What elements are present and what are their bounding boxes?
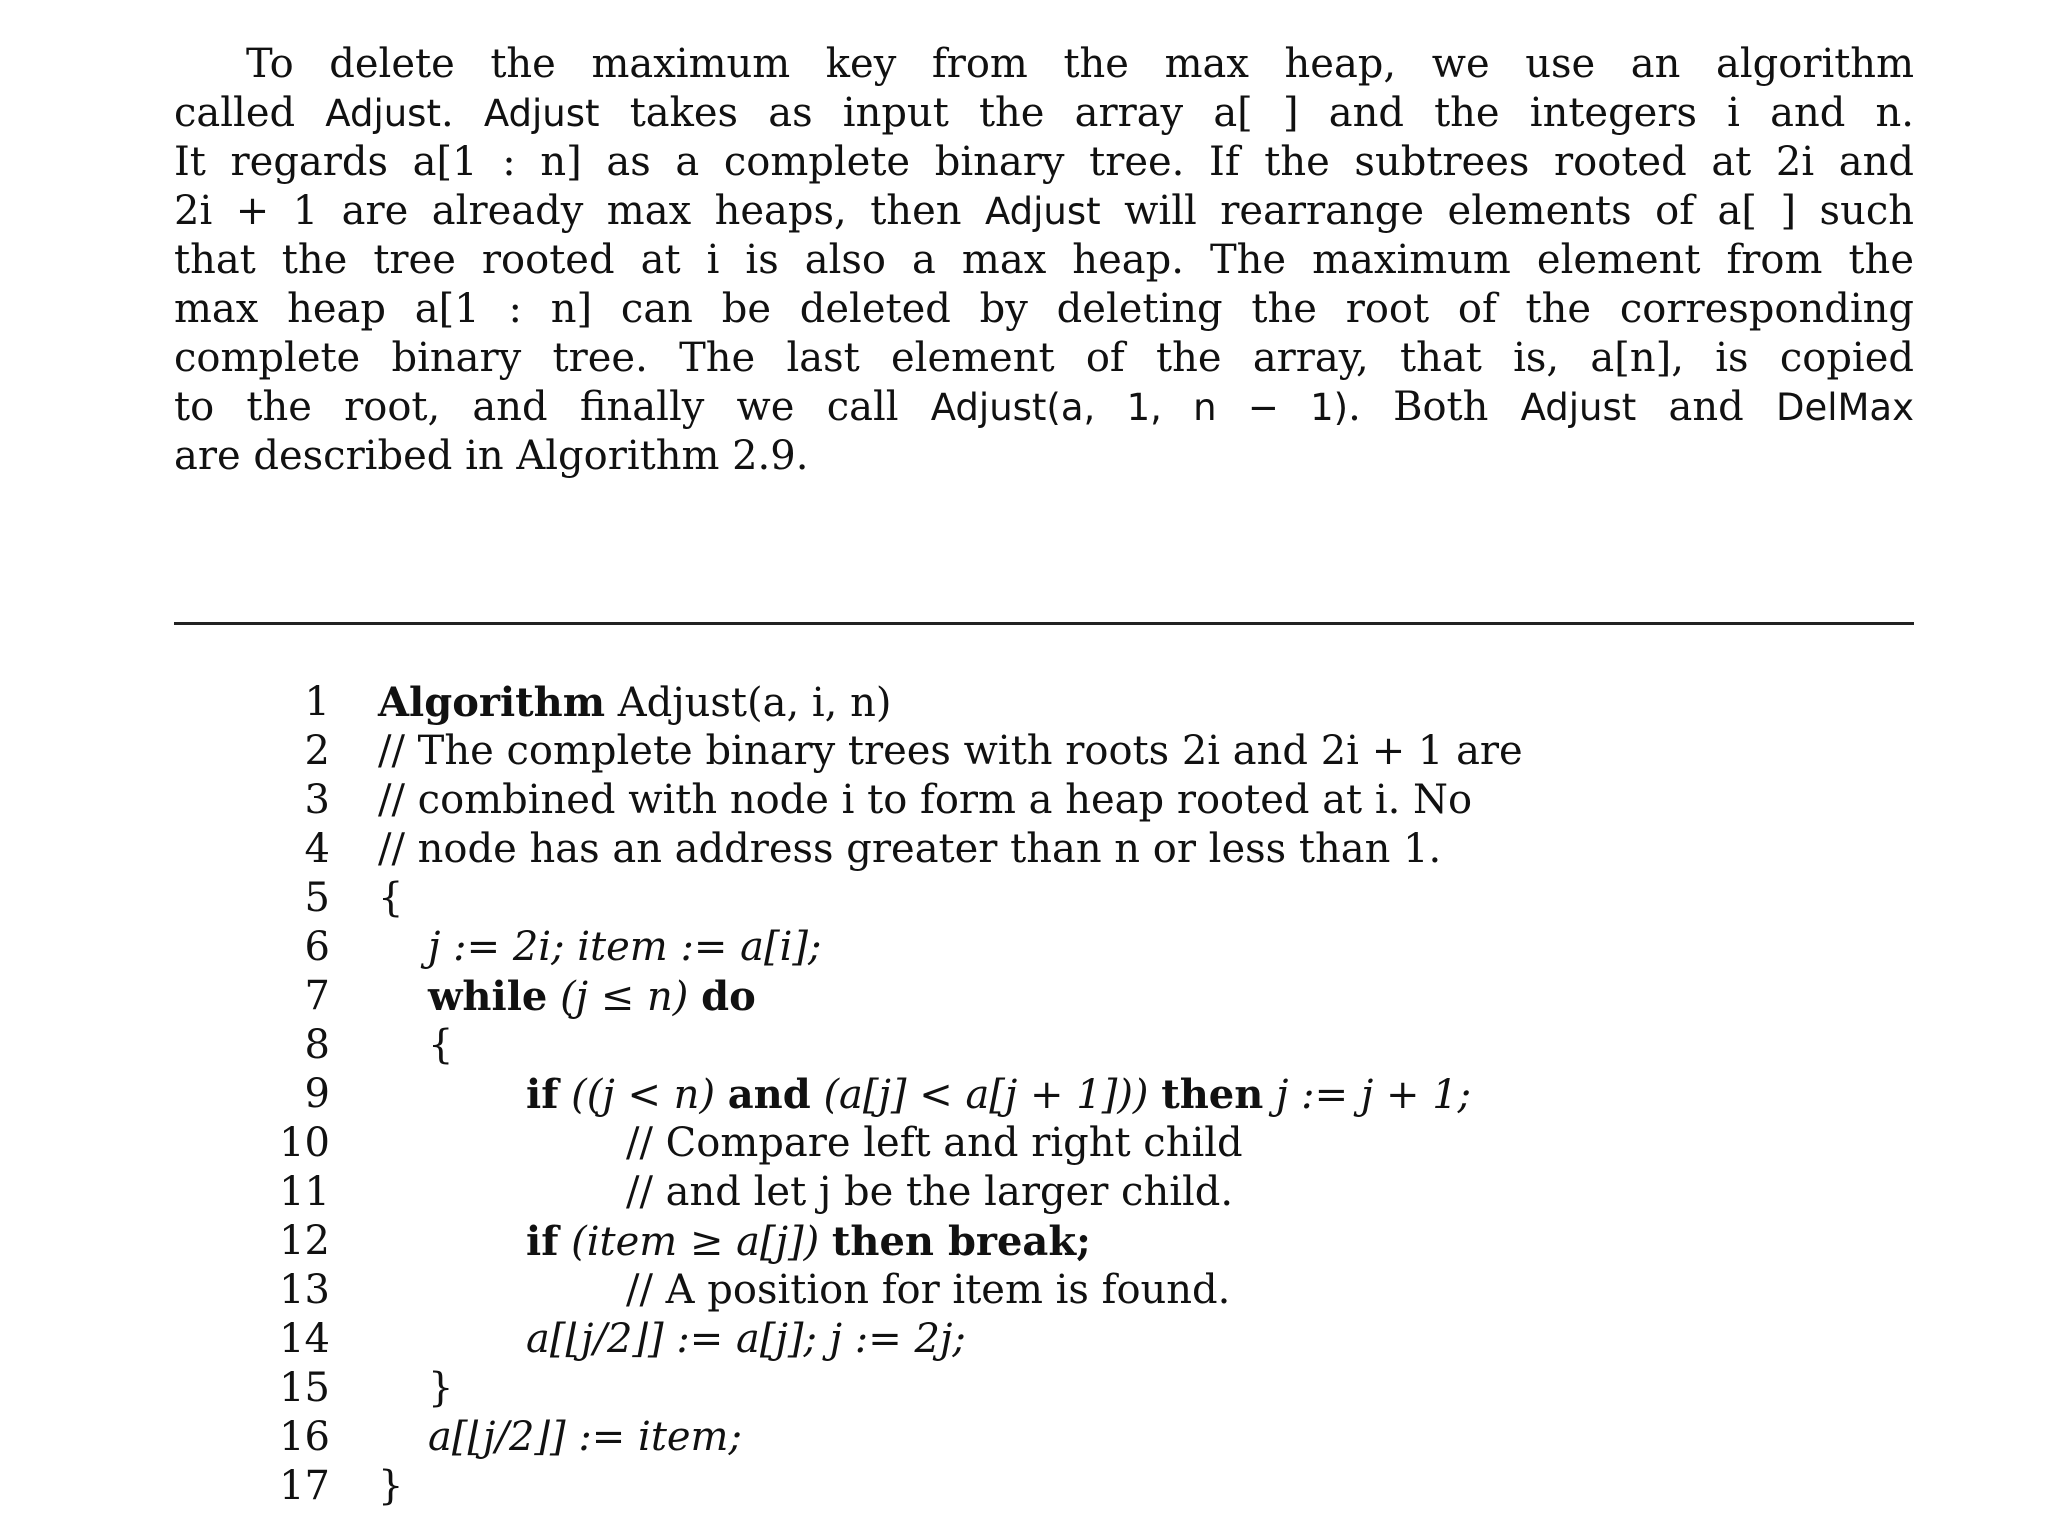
code-line — [250, 874, 1850, 923]
code-text: } — [428, 1365, 454, 1411]
keyword: and — [727, 1071, 811, 1118]
keyword: while — [428, 973, 548, 1020]
code-text — [330, 1070, 1471, 1119]
code-text: j := 2i; item := a[i]; — [428, 924, 822, 970]
condition: ((j < n) — [558, 1072, 728, 1118]
keyword: if — [526, 1071, 559, 1118]
algorithm-signature: Adjust(a, i, n) — [605, 680, 892, 726]
code-line — [250, 1266, 1850, 1315]
adjust-name: Adjust — [1520, 386, 1637, 429]
code-comment: // combined with node i to form a heap rooted at i. No — [378, 777, 1473, 823]
paragraph-line: complete binary tree. The last element of the array, that is, a[n], is copied — [174, 335, 1914, 381]
code-text — [330, 1217, 1091, 1266]
condition: (j ≤ n) — [547, 974, 702, 1020]
code-comment: // and let j be the larger child. — [626, 1169, 1234, 1215]
keyword: then break; — [831, 1218, 1091, 1265]
code-line — [250, 1168, 1850, 1217]
code-line — [250, 923, 1850, 972]
code-text: a[⌊j/2⌋] := a[j]; j := 2j; — [526, 1316, 966, 1362]
code-line — [250, 1021, 1850, 1070]
text-fragment: . — [440, 90, 484, 136]
intro-paragraph — [174, 40, 1914, 481]
code-line — [250, 1364, 1850, 1413]
code-text — [330, 678, 891, 727]
code-text: a[⌊j/2⌋] := item; — [428, 1414, 742, 1460]
line-number: 15 — [279, 1365, 330, 1411]
condition: (a[j] < a[j + 1])) — [810, 1072, 1162, 1118]
keyword: Algorithm — [378, 679, 606, 726]
text-fragment: will rearrange elements of a[ ] such — [1100, 188, 1914, 234]
line-number: 11 — [279, 1169, 330, 1215]
line-number: 8 — [304, 1022, 330, 1068]
paragraph-line — [174, 89, 1914, 138]
code-text: { — [428, 1022, 454, 1068]
line-number: 3 — [304, 777, 330, 823]
line-number: 6 — [304, 924, 330, 970]
text-fragment: takes as input the array a[ ] and the integers i and n. — [599, 90, 1914, 136]
text-fragment: . Both — [1348, 384, 1521, 430]
paragraph-line: To delete the maximum key from the max heap, we use an algorithm — [246, 41, 1914, 87]
code-comment: // node has an address greater than n or less than 1. — [378, 826, 1442, 872]
code-comment: // A position for item is found. — [626, 1267, 1231, 1313]
text-fragment: 2i + 1 are already max heaps, then — [174, 188, 985, 234]
adjust-name: Adjust — [985, 190, 1101, 233]
code-line — [250, 727, 1850, 776]
condition: (item ≥ a[j]) — [558, 1219, 832, 1265]
keyword: then — [1161, 1071, 1264, 1118]
assignment: j := j + 1; — [1263, 1072, 1472, 1118]
code-line — [250, 1217, 1850, 1266]
line-number: 7 — [304, 973, 330, 1019]
line-number: 16 — [279, 1414, 330, 1460]
line-number: 13 — [279, 1267, 330, 1313]
paragraph-line: that the tree rooted at i is also a max heap. The maximum element from the — [174, 237, 1914, 283]
code-line — [250, 1462, 1850, 1511]
line-number: 9 — [304, 1071, 330, 1117]
line-number: 14 — [279, 1316, 330, 1362]
code-line — [250, 1413, 1850, 1462]
paragraph-line: are described in Algorithm 2.9. — [174, 433, 809, 479]
code-text — [330, 972, 756, 1021]
adjust-name: Adjust — [483, 92, 600, 135]
horizontal-rule — [174, 622, 1914, 625]
code-comment: // The complete binary trees with roots 2i and 2i + 1 are — [378, 728, 1523, 774]
keyword: if — [526, 1218, 559, 1265]
line-number: 4 — [304, 826, 330, 872]
line-number: 5 — [304, 875, 330, 921]
adjust-call: Adjust(a, 1, n − 1) — [930, 386, 1349, 429]
code-line — [250, 972, 1850, 1021]
code-line — [250, 1119, 1850, 1168]
code-line — [250, 678, 1850, 727]
adjust-name: Adjust — [325, 92, 441, 135]
code-line — [250, 1070, 1850, 1119]
delmax-name: DelMax — [1775, 386, 1914, 429]
keyword: do — [701, 973, 756, 1020]
code-line — [250, 825, 1850, 874]
paragraph-line: max heap a[1 : n] can be deleted by deleting the root of the corresponding — [174, 286, 1914, 332]
text-fragment: called — [174, 90, 296, 136]
line-number: 12 — [279, 1218, 330, 1264]
line-number: 2 — [304, 728, 330, 774]
code-comment: // Compare left and right child — [626, 1120, 1243, 1166]
paragraph-line: It regards a[1 : n] as a complete binary tree. If the subtrees rooted at 2i and — [174, 139, 1914, 185]
line-number: 1 — [304, 679, 330, 725]
code-text: } — [378, 1463, 404, 1509]
code-text: { — [378, 875, 404, 921]
line-number: 17 — [279, 1463, 330, 1509]
text-fragment: to the root, and finally we call — [174, 384, 931, 430]
code-line — [250, 1315, 1850, 1364]
code-line — [250, 776, 1850, 825]
text-fragment: and — [1636, 384, 1776, 430]
line-number: 10 — [279, 1120, 330, 1166]
paragraph-line — [174, 383, 1914, 432]
paragraph-line — [174, 187, 1914, 236]
algorithm-listing — [250, 678, 1850, 1511]
